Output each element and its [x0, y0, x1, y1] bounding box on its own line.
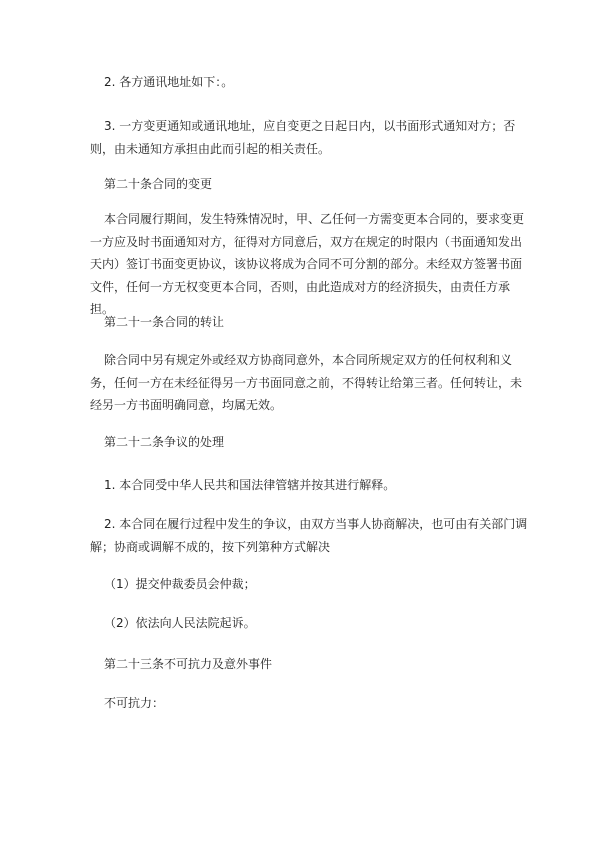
option-litigation: （2）依法向人民法院起诉。 — [104, 616, 256, 630]
clause-address-change: 3. 一方变更通知或通讯地址，应自变更之日起日内，以书面形式通知对方；否则，由未通知方承担由此而引起的相关责任。 — [90, 119, 516, 156]
section-heading-21: 第二十一条合同的转让 — [104, 315, 225, 329]
clause-contract-transfer: 除合同中另有规定外或经双方协商同意外，本合同所规定双方的任何权利和义务，任何一方在未经征得另一方书面同意之前，不得转让给第三者。任何转让，未经另一方书面明确同意，均属无效。 — [90, 353, 523, 412]
clause-force-majeure: 不可抗力： — [104, 696, 165, 710]
section-heading-23: 第二十三条不可抗力及意外事件 — [104, 657, 273, 671]
clause-address-list: 2. 各方通讯地址如下：。 — [104, 75, 234, 89]
clause-governing-law: 1. 本合同受中华人民共和国法律管辖并按其进行解释。 — [104, 478, 396, 492]
section-heading-22: 第二十二条争议的处理 — [104, 435, 225, 449]
option-arbitration: （1）提交仲裁委员会仲裁； — [104, 577, 256, 591]
clause-contract-change: 本合同履行期间，发生特殊情况时，甲、乙任何一方需变更本合同的，要求变更一方应及时书面通知对方，征得对方同意后，双方在规定的时限内（书面通知发出天内）签订书面变更协议，该协议将成为合同不可分割的部分。未经双方签署书面文件，任何一方无权变更本合同，否则，由此造成对方的经济损失，由责任方承担。 — [90, 212, 525, 316]
section-heading-20: 第二十条合同的变更 — [104, 177, 213, 191]
clause-dispute-resolution: 2. 本合同在履行过程中发生的争议，由双方当事人协商解决，也可由有关部门调解；协商或调解不成的，按下列第种方式解决 — [90, 517, 528, 554]
